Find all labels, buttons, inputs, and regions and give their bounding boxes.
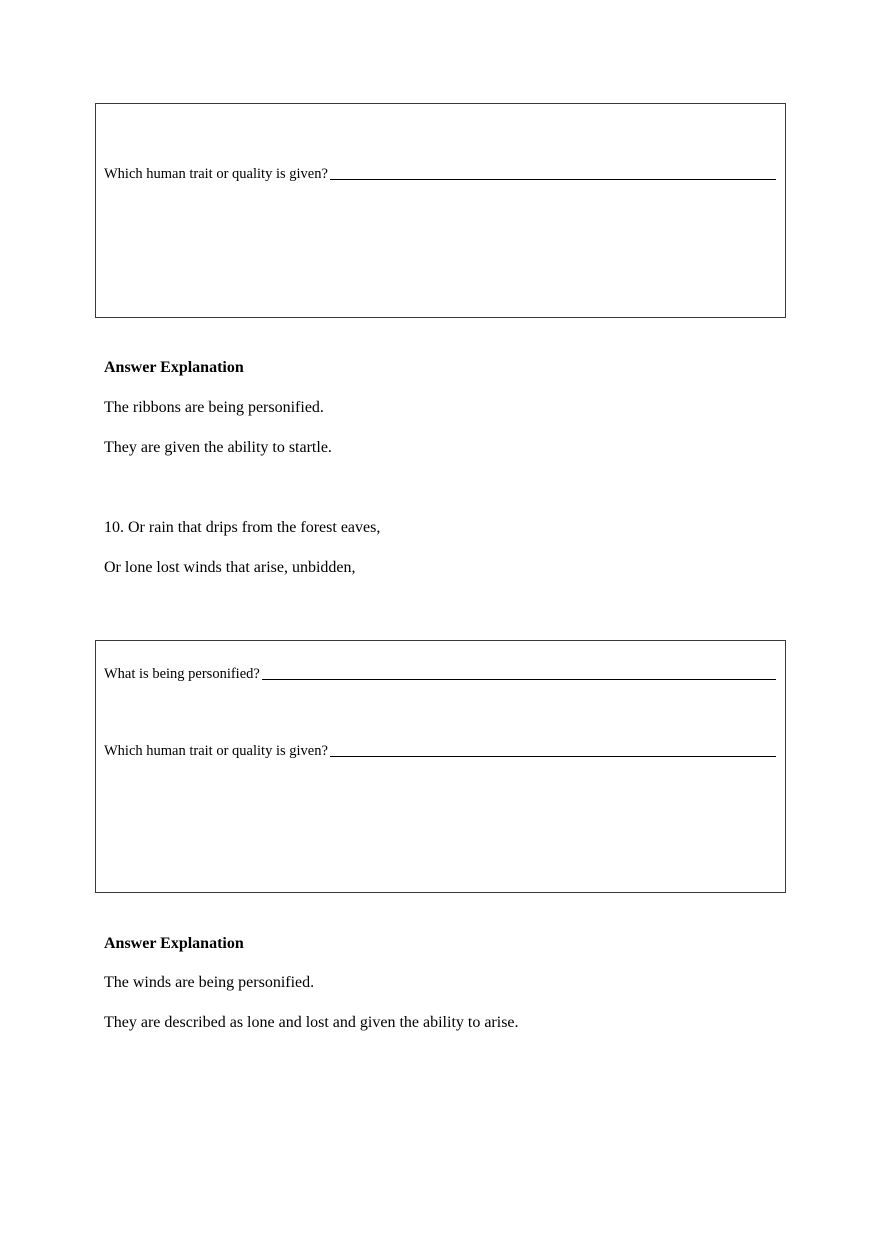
what-question-text: What is being personified? bbox=[104, 666, 260, 682]
explanation-line: They are described as lone and lost and given the ability to arise. bbox=[104, 1014, 519, 1031]
what-answer-blank[interactable] bbox=[262, 666, 776, 680]
explanation-line: The winds are being personified. bbox=[104, 974, 315, 991]
trait-answer-blank[interactable] bbox=[330, 743, 776, 757]
answer-explanation-heading: Answer Explanation bbox=[104, 359, 244, 376]
explanation-line: The ribbons are being personified. bbox=[104, 399, 324, 416]
poem-line: Or lone lost winds that arise, unbidden, bbox=[104, 559, 356, 576]
poem-line: 10. Or rain that drips from the forest eaves, bbox=[104, 519, 381, 536]
answer-box-1 bbox=[95, 103, 786, 318]
what-question-line[interactable] bbox=[104, 664, 776, 682]
answer-explanation-heading: Answer Explanation bbox=[104, 935, 244, 952]
trait-question-text: Which human trait or quality is given? bbox=[104, 743, 328, 759]
trait-question-line[interactable] bbox=[104, 741, 776, 759]
answer-box-2 bbox=[95, 640, 786, 893]
trait-question-line[interactable] bbox=[104, 164, 776, 182]
trait-answer-blank[interactable] bbox=[330, 166, 776, 180]
explanation-line: They are given the ability to startle. bbox=[104, 439, 332, 456]
trait-question-text: Which human trait or quality is given? bbox=[104, 166, 328, 182]
